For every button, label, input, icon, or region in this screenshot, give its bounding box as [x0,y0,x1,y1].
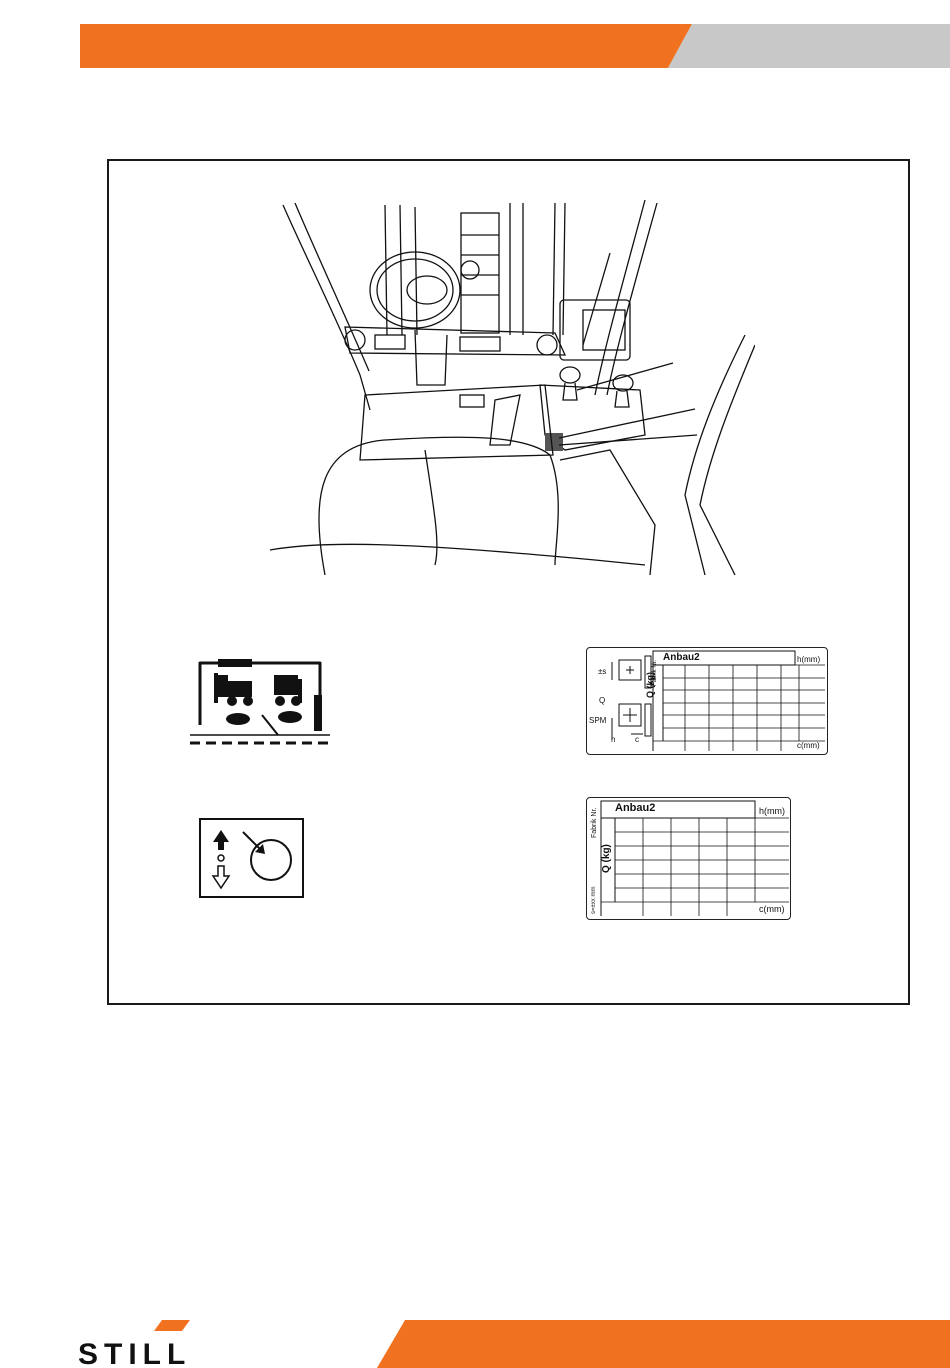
label-c: c [635,735,639,744]
label-fabrik: Fabrik Nr. [591,807,598,838]
forklift-warning-pictogram-icon [190,655,330,750]
brand-text: STILL [78,1338,192,1368]
load-capacity-label-small [586,797,791,920]
label-title: Anbau2 [663,652,700,663]
label-c-unit: c(mm) [759,904,785,914]
label-h: h [611,735,616,744]
load-capacity-label-large [586,647,828,755]
header-bar [80,24,950,68]
forklift-cab-icon [265,195,755,585]
label-c-unit: c(mm) [797,741,820,750]
label-spm: SPM [589,716,607,725]
label-q-unit: Q (kg) [601,844,612,873]
label-h-unit: h(mm) [797,655,821,664]
label-h-unit: h(mm) [759,806,785,816]
direction-arrows-circle-icon [199,818,304,898]
label-title: Anbau2 [615,802,656,814]
label-fabrik: Fabrik Nr. [652,659,658,686]
still-logo-icon [78,1320,238,1368]
label-q-unit: Q (kg) [645,672,655,698]
label-q-small: Q [599,696,606,705]
label-s: ±s [598,667,607,676]
footer-bar [377,1320,950,1368]
label-side: s=±xx mm [591,886,597,914]
